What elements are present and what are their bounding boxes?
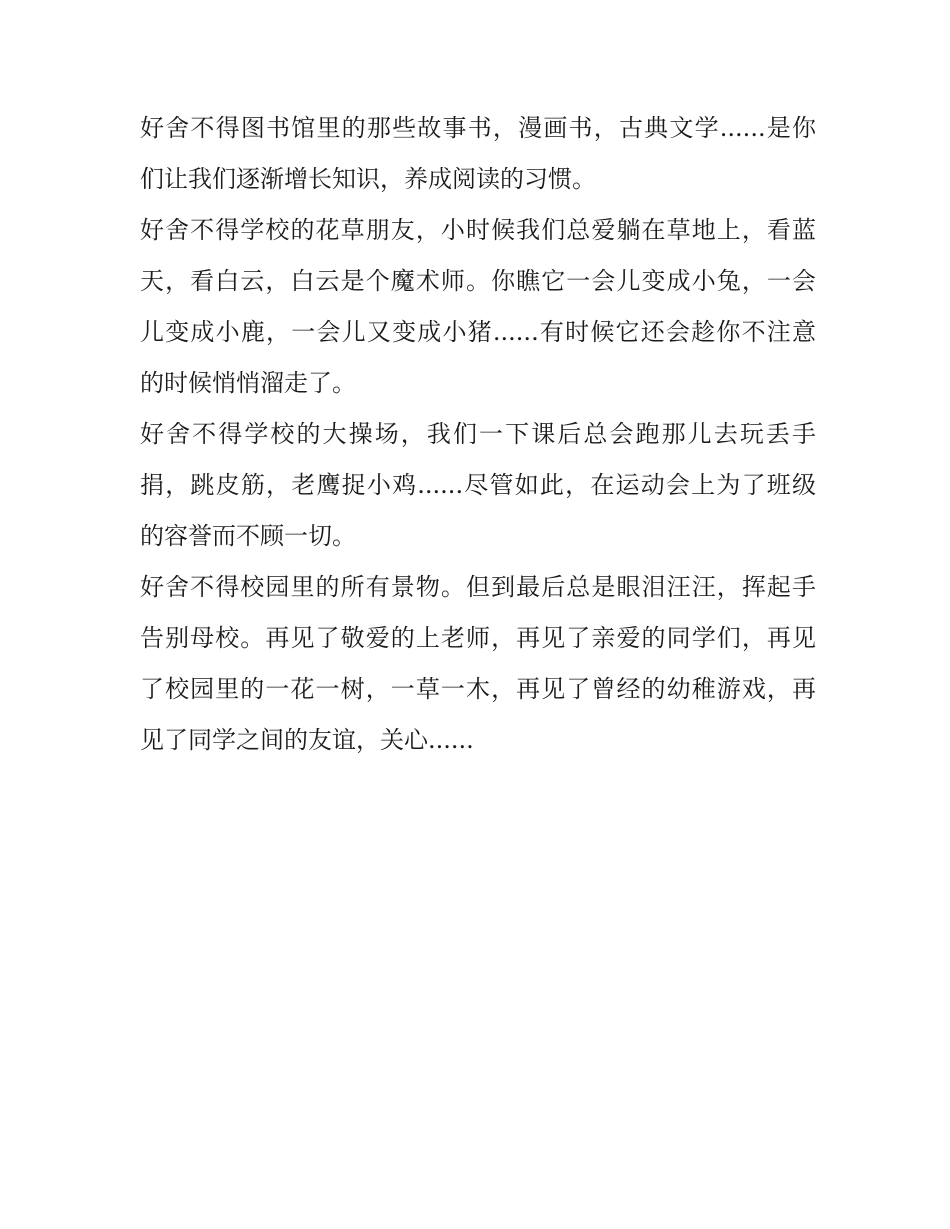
text-line: 告别母校。再见了敬爱的上老师，再见了亲爱的同学们，再见 bbox=[140, 624, 816, 652]
text-line: 儿变成小鹿，一会儿又变成小猪......有时候它还会趁你不注意 bbox=[140, 318, 816, 346]
paragraph-4 bbox=[140, 562, 816, 766]
text-line: 们让我们逐渐增长知识，养成阅读的习惯。 bbox=[140, 165, 596, 193]
text-line: 天，看白云，白云是个魔术师。你瞧它一会儿变成小兔，一会 bbox=[140, 267, 816, 295]
document-body bbox=[140, 103, 816, 766]
text-line: 的时候悄悄溜走了。 bbox=[140, 369, 356, 397]
text-line: 好舍不得学校的大操场，我们一下课后总会跑那儿去玩丢手 bbox=[140, 420, 816, 448]
text-line: 好舍不得学校的花草朋友，小时候我们总爱躺在草地上，看蓝 bbox=[140, 216, 816, 244]
paragraph-3 bbox=[140, 409, 816, 562]
paragraph-2 bbox=[140, 205, 816, 409]
text-line: 见了同学之间的友谊，关心...... bbox=[140, 726, 474, 754]
text-line: 了校园里的一花一树，一草一木，再见了曾经的幼稚游戏，再 bbox=[140, 675, 816, 703]
text-line: 好舍不得校园里的所有景物。但到最后总是眼泪汪汪，挥起手 bbox=[140, 573, 816, 601]
paragraph-1 bbox=[140, 103, 816, 205]
text-line: 的容誉而不顾一切。 bbox=[140, 522, 356, 550]
text-line: 好舍不得图书馆里的那些故事书，漫画书，古典文学......是你 bbox=[140, 114, 816, 142]
text-line: 捐，跳皮筋，老鹰捉小鸡......尽管如此，在运动会上为了班级 bbox=[140, 471, 816, 499]
